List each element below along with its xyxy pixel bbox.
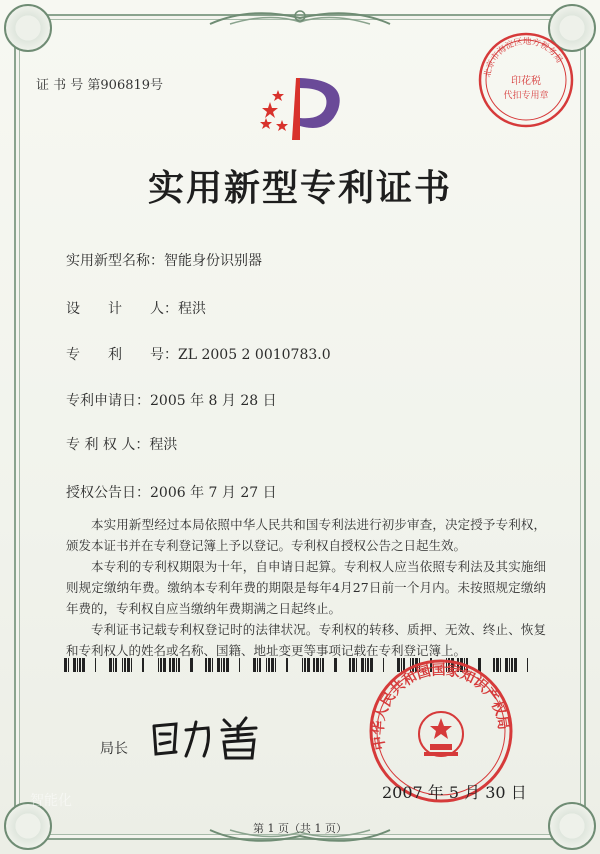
certificate-title: 实用新型专利证书 bbox=[147, 167, 452, 209]
barcode-bar bbox=[253, 658, 256, 672]
director-signature bbox=[146, 712, 276, 762]
barcode-bar bbox=[320, 658, 321, 672]
field-patent-number bbox=[66, 344, 331, 364]
svg-text:印花税: 印花税 bbox=[511, 76, 541, 87]
barcode-bar bbox=[304, 658, 306, 672]
barcode-bar bbox=[212, 658, 213, 672]
barcode-bar bbox=[223, 658, 225, 672]
barcode-bar bbox=[169, 658, 171, 672]
barcode-bar bbox=[142, 658, 144, 672]
barcode-bar bbox=[259, 658, 261, 672]
barcode-bar bbox=[307, 658, 310, 672]
cnipa-logo bbox=[256, 58, 356, 148]
field-utility-model-name bbox=[66, 250, 262, 270]
barcode-bar bbox=[226, 658, 229, 672]
director-label: 局长 bbox=[100, 741, 128, 757]
barcode-bar bbox=[127, 658, 130, 672]
barcode-bar bbox=[176, 658, 177, 672]
paragraph-legal-status: 专利证书记载专利权登记时的法律状况。专利权的转移、质押、无效、终止、恢复和专利权人的姓名或名称、国籍、地址变更等事项记载在专利登记簿上。 bbox=[66, 622, 546, 658]
corner-ornament-top-left bbox=[4, 4, 52, 52]
barcode-bar bbox=[239, 658, 240, 672]
issue-date: 2007 年 5 月 30 日 bbox=[382, 783, 527, 802]
barcode-bar bbox=[322, 658, 324, 672]
field-application-date bbox=[66, 390, 277, 410]
barcode-bar bbox=[313, 658, 315, 672]
barcode-bar bbox=[302, 658, 303, 672]
field-value: 程洪 bbox=[178, 301, 206, 317]
barcode-bar bbox=[205, 658, 207, 672]
barcode-bar bbox=[131, 658, 132, 672]
svg-text:中华人民共和国国家知识产权局: 中华人民共和国国家知识产权局 bbox=[370, 662, 512, 752]
certificate-number: 证 书 号 第906819号 bbox=[36, 78, 164, 93]
barcode-bar bbox=[271, 658, 274, 672]
field-value: 2006 年 7 月 27 日 bbox=[150, 485, 277, 501]
field-designer bbox=[66, 298, 206, 318]
barcode-bar bbox=[109, 658, 112, 672]
barcode-bar bbox=[73, 658, 76, 672]
barcode-bar bbox=[160, 658, 162, 672]
barcode-bar bbox=[286, 658, 288, 672]
field-label: 专 利 号： bbox=[66, 347, 178, 363]
barcode-bar bbox=[77, 658, 78, 672]
paragraph-grant: 本实用新型经过本局依照中华人民共和国专利法进行初步审查，决定授予专利权，颁发本证书并在专利登记簿上予以登记。专利权自授权公告之日起生效。 bbox=[66, 517, 546, 553]
paragraph-term: 本专利的专利权期限为十年，自申请日起算。专利权人应当依照专利法及其实施细则规定缴纳年费。缴纳本专利年费的期限是每年4月27日前一个月内。未按照规定缴纳年费的，专利权自应当缴纳年费期满之日起终止。 bbox=[66, 559, 546, 616]
barcode-bar bbox=[122, 658, 123, 672]
barcode-bar bbox=[115, 658, 117, 672]
barcode-bar bbox=[221, 658, 222, 672]
barcode-bar bbox=[158, 658, 159, 672]
barcode-bar bbox=[349, 658, 351, 672]
barcode-bar bbox=[82, 658, 85, 672]
barcode-bar bbox=[178, 658, 180, 672]
watermark-text: 智能化 bbox=[30, 793, 72, 809]
svg-text:代扣专用章: 代扣专用章 bbox=[503, 91, 549, 101]
top-ornament bbox=[200, 4, 400, 30]
certificate-body-text bbox=[66, 514, 546, 661]
barcode-bar bbox=[361, 658, 364, 672]
field-label: 设 计 人： bbox=[66, 301, 178, 317]
field-label: 专利申请日： bbox=[66, 393, 150, 409]
barcode-bar bbox=[68, 658, 69, 672]
field-patentee bbox=[66, 434, 177, 454]
field-value: 2005 年 8 月 28 日 bbox=[150, 393, 277, 409]
barcode-bar bbox=[113, 658, 114, 672]
barcode-bar bbox=[217, 658, 220, 672]
barcode-bar bbox=[208, 658, 211, 672]
svg-text:北京市海淀区地方税务局: 北京市海淀区地方税务局 bbox=[482, 36, 565, 79]
field-value: 程洪 bbox=[149, 437, 178, 453]
barcode-bar bbox=[172, 658, 175, 672]
field-label: 专 利 权 人： bbox=[66, 437, 150, 453]
barcode-bar bbox=[352, 658, 355, 672]
barcode-bar bbox=[275, 658, 276, 672]
barcode-bar bbox=[527, 658, 528, 672]
barcode-bar bbox=[95, 658, 96, 672]
barcode-bar bbox=[79, 658, 81, 672]
tax-stamp-seal bbox=[476, 30, 576, 130]
field-value: ZL 2005 2 0010783.0 bbox=[178, 347, 331, 363]
barcode-bar bbox=[124, 658, 126, 672]
barcode-bar bbox=[190, 658, 193, 672]
barcode-bar bbox=[334, 658, 337, 672]
barcode-bar bbox=[163, 658, 166, 672]
field-label: 实用新型名称： bbox=[66, 253, 164, 269]
barcode-bar bbox=[64, 658, 67, 672]
barcode-bar bbox=[268, 658, 270, 672]
field-value: 智能身份识别器 bbox=[164, 253, 262, 269]
field-label: 授权公告日： bbox=[66, 485, 150, 501]
barcode-bar bbox=[266, 658, 267, 672]
page-number: 第 1 页（共 1 页） bbox=[253, 822, 347, 835]
barcode-bar bbox=[316, 658, 319, 672]
barcode-bar bbox=[257, 658, 258, 672]
barcode-bar bbox=[356, 658, 357, 672]
field-grant-date bbox=[66, 482, 277, 502]
